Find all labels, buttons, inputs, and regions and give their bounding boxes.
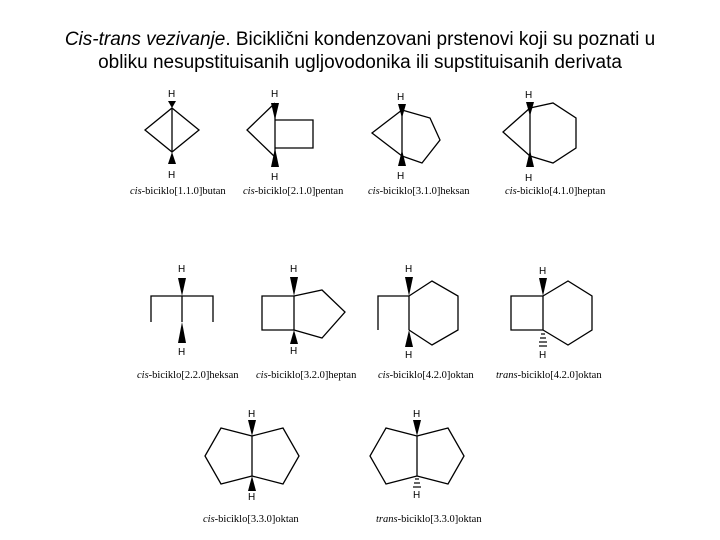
molecule-label [243,186,344,197]
label-prefix: cis- [368,186,384,197]
three-ring-bonds [503,108,530,156]
wedge-bond-top [539,278,547,296]
structure-bicyclo-330-octane-trans [370,409,482,525]
structure-bicyclo-210-pentane [243,89,344,197]
h-atom-bottom: H [178,347,186,358]
h-atom-bottom: H [525,173,533,184]
molecule-label [368,186,470,197]
wedge-bond-bottom [398,150,406,166]
label-prefix: cis- [256,370,272,381]
h-atom-bottom: H [539,350,547,361]
h-atom-top: H [405,264,413,275]
label-prefix: cis- [505,186,521,197]
molecule-label [203,514,299,525]
label-name: biciklo[4.2.0]oktan [393,370,474,381]
title-line-1-rest: . Biciklični kondenzovani prstenovi koji su poznati u [225,29,656,50]
label-name: biciklo[3.3.0]oktan [401,514,482,525]
structure-bicyclo-330-octane-cis [203,409,299,525]
h-atom-top: H [290,264,298,275]
wedge-bond-top [178,278,186,296]
hashed-bond-bottom [539,334,547,346]
wedge-bond-bottom [290,330,298,344]
wedge-bond-top [413,420,421,436]
label-name: biciklo[1.1.0]butan [145,186,226,197]
right-five-ring-bonds [252,428,299,484]
structure-bicyclo-320-heptane [256,264,357,381]
right-five-ring-bonds [417,428,464,484]
molecule-label [137,370,239,381]
four-ring-bonds [511,296,543,330]
label-prefix: trans- [496,370,522,381]
label-prefix: cis- [137,370,153,381]
molecule-label [376,514,482,525]
h-atom-bottom: H [397,171,405,182]
wedge-bond-top [290,277,298,296]
title-line-2: obliku nesupstituisanih ugljovodonika ili supstituisanih derivata [98,52,622,73]
h-atom-top: H [271,89,279,100]
six-ring-bonds [530,103,576,163]
hashed-bond-bottom [413,479,421,487]
wedge-bond-bottom [168,152,176,164]
five-ring-bonds [402,110,440,163]
h-atom-bottom: H [248,492,256,503]
label-name: biciklo[2.2.0]heksan [152,370,239,381]
wedge-bond-bottom [248,476,256,491]
wedge-bond-top [248,420,256,436]
five-ring-bonds [294,290,345,338]
label-name: biciklo[4.2.0]oktan [521,370,602,381]
label-prefix: cis- [378,370,394,381]
molecule-label [130,186,226,197]
three-ring-bonds [372,110,402,156]
six-ring-bonds [543,281,592,345]
h-atom-bottom: H [413,490,421,501]
wedge-bond-top-fill [271,103,279,120]
molecule-label [505,186,606,197]
h-atom-top: H [525,90,533,101]
h-atom-top: H [413,409,421,420]
structure-bicyclo-420-octane-trans [496,266,602,381]
left-five-ring-bonds [370,428,417,484]
label-name: biciklo[3.2.0]heptan [271,370,357,381]
label-prefix: cis- [130,186,146,197]
label-prefix: cis- [243,186,259,197]
wedge-bond-bottom [178,322,186,343]
structure-bicyclo-420-octane-cis [378,264,474,381]
label-prefix: trans- [376,514,402,525]
label-name: biciklo[3.3.0]oktan [218,514,299,525]
three-ring-bonds [247,103,275,157]
h-atom-top: H [397,92,405,103]
label-name: biciklo[2.1.0]pentan [258,186,344,197]
four-ring-bonds [378,296,409,330]
left-five-ring-bonds [205,428,252,484]
label-name: biciklo[4.1.0]heptan [520,186,606,197]
label-prefix: cis- [203,514,219,525]
h-atom-bottom: H [168,170,176,181]
wedge-bond-top [405,277,413,296]
h-atom-bottom: H [271,172,279,183]
wedge-bond-top [526,102,534,116]
four-ring-bonds [275,120,313,148]
h-atom-top: H [168,89,176,100]
wedge-bond-bottom [271,148,279,167]
structure-bicyclo-220-hexane [137,264,239,381]
title-italic-term: Cis-trans vezivanje [64,29,226,50]
six-ring-bonds [409,281,458,345]
molecule-label [496,370,602,381]
h-atom-bottom: H [405,350,413,361]
h-atom-top: H [539,266,547,277]
four-ring-bonds [262,296,294,330]
h-atom-bottom: H [290,346,298,357]
h-atom-top: H [178,264,186,275]
wedge-bond-bottom [526,150,534,167]
h-atom-top: H [248,409,256,420]
wedge-bond-top [168,101,176,108]
label-name: biciklo[3.1.0]heksan [383,186,470,197]
structure-bicyclo-310-hexane [368,92,470,197]
molecule-label [378,370,474,381]
structure-bicyclo-410-heptane [503,90,606,197]
structure-bicyclo-110-butane [130,89,226,197]
molecule-label [256,370,357,381]
